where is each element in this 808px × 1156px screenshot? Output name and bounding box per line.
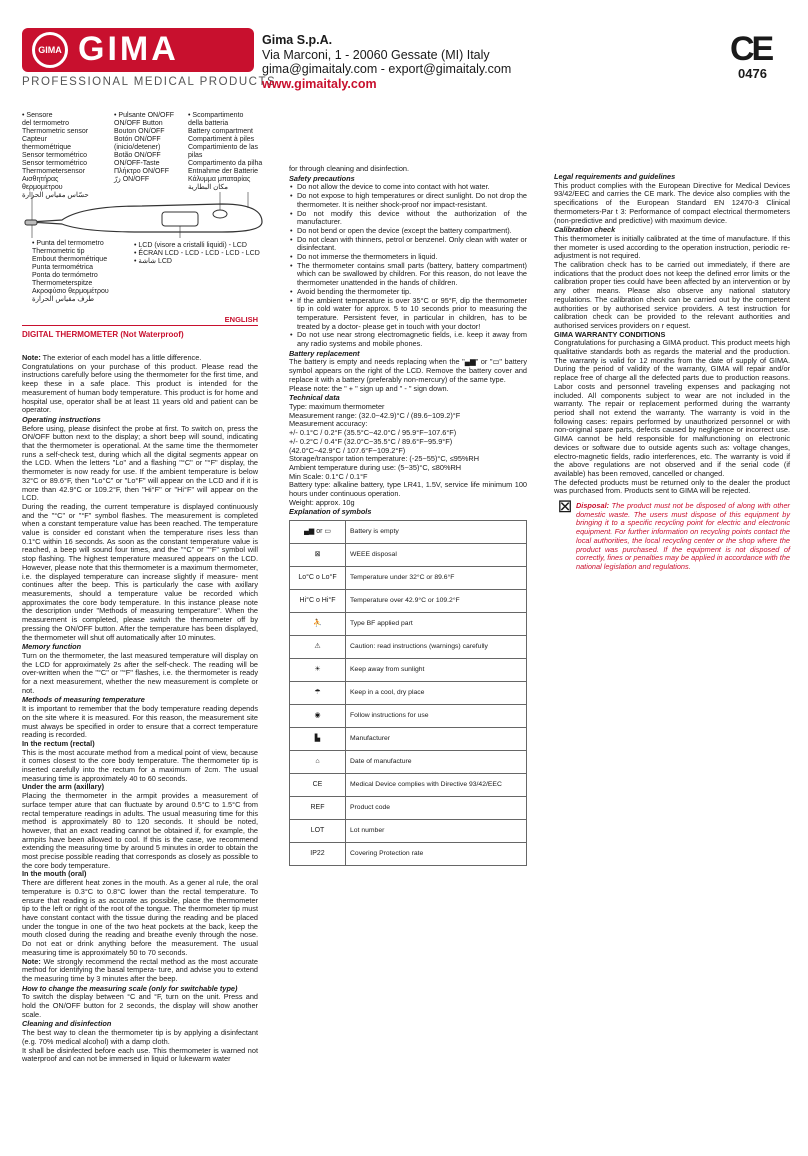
ce-mark: CE xyxy=(730,30,772,68)
sensor-label: Thermometersensor xyxy=(22,168,86,175)
symbol-label: Lot number xyxy=(346,820,527,843)
paragraph xyxy=(289,499,527,508)
section-heading: Explanation of symbols xyxy=(289,507,372,517)
section-heading: Calibration check xyxy=(554,225,616,235)
company-info xyxy=(262,33,511,91)
button-label: (inicio/detener) xyxy=(114,144,161,151)
button-label: زرّ ON/OFF xyxy=(114,176,150,183)
disposal-text xyxy=(576,502,790,572)
ce-number: 0476 xyxy=(738,66,767,81)
paragraph xyxy=(22,705,258,740)
symbol-label: Keep away from sunlight xyxy=(346,659,527,682)
bullet-item: • Do not modify this device without the authorization of the manufacturer. xyxy=(289,210,527,227)
tip-label: طرف مقياس الحرارة xyxy=(32,296,95,303)
battery-label: Compartimiento de las pilas xyxy=(188,144,259,159)
tip-labels xyxy=(32,240,142,304)
symbol-icon: ▙ xyxy=(290,728,346,751)
symbol-row xyxy=(290,774,527,797)
symbol-label: Keep in a cool, dry place xyxy=(346,682,527,705)
button-label: Πλήκτρο ON/OFF xyxy=(114,168,169,175)
thermometer-icon xyxy=(22,192,266,238)
symbol-row xyxy=(290,797,527,820)
symbol-icon: ◉ xyxy=(290,705,346,728)
logo-box xyxy=(22,28,254,72)
symbol-label: Covering Protection rate xyxy=(346,843,527,866)
symbol-row xyxy=(290,843,527,866)
logo-text: GIMA xyxy=(78,30,179,68)
tip-label: Thermometric tip xyxy=(32,248,85,255)
symbol-label: Type BF applied part xyxy=(346,613,527,636)
paragraph-text: Weight: approx. 10g xyxy=(289,497,355,507)
symbol-row xyxy=(290,613,527,636)
sensor-label: Sensor termométrico xyxy=(22,152,87,159)
paragraph-text: (42.0°C~42.9°C / 107.6°F~109.2°F) xyxy=(289,445,406,455)
paragraph xyxy=(289,385,527,394)
bullet-item: • Do not expose to high temperatures or direct sunlight. Do not drop the thermometer. It is neither shock-proof nor impact-resistant. xyxy=(289,192,527,209)
column-3 xyxy=(554,172,790,572)
paragraph-text: Turn on the thermometer, the last measured temperature will display on the LCD for approximately 2s after the self-check. The reading will be over-written when the "°C" or "°F" flashes, i.e. the thermometer is ready for a next measurement, whether the new measurement is complete or not. xyxy=(22,650,258,695)
battery-label: Entnahme der Batterie xyxy=(188,168,259,175)
subsection-heading: In the mouth (oral) xyxy=(22,869,87,879)
section-heading: Safety precautions xyxy=(289,173,355,183)
paragraph-text: Measurement range: (32.0~42.9)°C / (89.6~109.2)°F xyxy=(289,410,461,420)
bullet-item: • Do not clean with thinners, petrol or benzenel. Only clean with water or disinfectant. xyxy=(289,236,527,253)
button-label: Bouton ON/OFF xyxy=(114,128,165,135)
crossed-bin-icon: ⊠ xyxy=(557,496,573,517)
company-name: Gima S.p.A. xyxy=(262,33,333,47)
disposal-lead: Disposal: xyxy=(576,501,610,511)
section-heading: Cleaning and disinfection xyxy=(22,1019,112,1029)
document-title: DIGITAL THERMOMETER (Not Waterproof) xyxy=(22,330,184,339)
paragraph-lead: Note: xyxy=(22,353,41,362)
symbol-row xyxy=(290,705,527,728)
symbol-row xyxy=(290,820,527,843)
symbol-icon: ⛹ xyxy=(290,613,346,636)
paragraph xyxy=(22,503,258,642)
paragraph xyxy=(289,358,527,384)
divider xyxy=(22,325,258,326)
tip-label: Thermometerspitze xyxy=(32,280,93,287)
paragraph-text: To switch the display between °C and °F, turn on the unit. Press and hold the ON/OFF button for 2 seconds, the display will show another scale. xyxy=(22,992,258,1019)
paragraph xyxy=(22,879,258,957)
symbol-icon: LOT xyxy=(290,820,346,843)
button-label: Botón ON/OFF xyxy=(114,136,161,143)
symbol-icon: ▄▆ or ▭ xyxy=(290,521,346,544)
paragraph-text: It shall be disinfected before each use. This thermometer is warned not waterproof and can not be immersed in liquid or lukewarm water xyxy=(22,1045,258,1064)
paragraph-text: Please note: the " + " sign up and " - " sign down. xyxy=(289,383,449,393)
symbol-row xyxy=(290,590,527,613)
section-heading: Methods of measuring temperature xyxy=(22,695,145,705)
symbol-label: Manufacturer xyxy=(346,728,527,751)
bullet-item: • Avoid bending the thermometer tip. xyxy=(289,288,527,297)
section-heading: Battery replacement xyxy=(289,348,360,358)
bullet-item: • Do not allow the device to come into contact with hot water. xyxy=(289,183,527,192)
tip-label: • Punta del termometro xyxy=(32,240,104,247)
button-label: ON/OFF-Taste xyxy=(114,160,160,167)
bullet-item: • Do not bend or open the device (except the battery compartment). xyxy=(289,227,527,236)
paragraph-text: The exterior of each model has a little difference. xyxy=(40,353,202,362)
symbol-icon: REF xyxy=(290,797,346,820)
sensor-labels xyxy=(22,112,112,200)
sensor-label: Thermometric sensor xyxy=(22,128,89,135)
paragraph-text: Congratulations on your purchase of this product. Please read the instructions carefully before using the thermometer for the first time, and keep these in a safe place. This product is intended for the measurement of human body temperature. This product is for home and hospital use, operator shall be at least 11 years old and patient can be operator. xyxy=(22,361,258,415)
disposal-note xyxy=(554,496,790,572)
paragraph xyxy=(289,165,527,174)
logo-tagline: PROFESSIONAL MEDICAL PRODUCTS xyxy=(22,76,277,88)
paragraph-text: We strongly recommend the rectal method as the most accurate method for identifying the basal tempera- ture, and advise you to extend the measuring time by 3 minutes after the beep. xyxy=(22,956,258,983)
paragraph-text: Battery type: alkaline battery, type LR41, 1.5V, service life minimum 100 hours under continuous operation. xyxy=(289,480,527,499)
tip-label: Ponta do termómetro xyxy=(32,272,98,279)
bullet-item: • If the ambient temperature is over 35°C or 95°F, dip the thermometer tip in cold water for approx. 5 to 10 seconds prior to measuring the temperature. Persistent fever, in particular in children, has to be treated by a doctor- please get in touch with your doctor! xyxy=(289,297,527,332)
section-heading: Legal requirements and guidelines xyxy=(554,172,676,181)
section-heading: Technical data xyxy=(289,393,340,403)
symbol-icon: ☀ xyxy=(290,659,346,682)
tip-label: Punta termométrica xyxy=(32,264,94,271)
paragraph xyxy=(22,958,258,984)
sensor-label: • Sensore xyxy=(22,112,53,119)
symbol-label: Caution: read instructions (warnings) carefully xyxy=(346,636,527,659)
symbol-icon: ⊠ xyxy=(290,544,346,567)
paragraph-text: Measurement accuracy: xyxy=(289,419,368,429)
symbol-row xyxy=(290,636,527,659)
lcd-label: • شاشة LCD xyxy=(134,258,172,265)
paragraph xyxy=(22,652,258,696)
bullet-item: • Do not immerse the thermometers in liquid. xyxy=(289,253,527,262)
company-address: Via Marconi, 1 - 20060 Gessate (MI) Italy xyxy=(262,47,490,62)
sensor-label: Αισθητήρας xyxy=(22,176,59,183)
disposal-body: The product must not be disposed of along with other domestic waste. The users must dispose of this equipment by bringing it to a specific recycling point for electric and electronic equipment. For further information on recycling points contact the local authorities, the local recycling center or the shop where the product was purchased. If the equipment is not disposed of correctly, fines or penalties may be applied in accordance with the national legislation and regulations. xyxy=(576,501,790,571)
sensor-label: θερμομέτρου xyxy=(22,184,63,191)
paragraph-text: This is the most accurate method from a medical point of view, because it comes closest to the core body temperature. The thermometer tip is inserted carefully into the rectum for a maximum of 2cm. The usual measuring time is approximately 40 to 60 seconds. xyxy=(22,747,258,783)
paragraph-lead: Note: xyxy=(22,956,41,966)
paragraph-text: This product complies with the European Directive for Medical Devices 93/42/EEC and carries the CE mark. The device also complies with the specifications of the European Standard EN 12470-3 Clinical thermometers-Par t 3: Performance of compact electrical thermometers (non-predictive and predictive) with maximum device. xyxy=(554,180,790,225)
paragraph-text: This thermometer is initially calibrated at the time of manufacture. If this ther mometer is used according to the operation instruction, periodic re-adjustment is not required. xyxy=(554,233,790,261)
symbol-label: Temperature over 42.9°C or 109.2°F xyxy=(346,590,527,613)
paragraph xyxy=(22,363,258,415)
column-2-text xyxy=(289,165,527,517)
paragraph xyxy=(554,261,790,331)
battery-label: Battery compartment xyxy=(188,128,253,135)
paragraph-text: Type: maximum thermometer xyxy=(289,401,385,411)
sensor-label: حسّاس مقياس الحرارة xyxy=(22,192,89,199)
symbol-row xyxy=(290,544,527,567)
battery-label: Κάλυμμα μπαταρίας xyxy=(188,176,251,183)
battery-label: Compartimento da pilha xyxy=(188,160,263,167)
tip-label: Ακροφύσιο θερμομέτρου xyxy=(32,288,109,295)
symbol-row xyxy=(290,751,527,774)
column-1 xyxy=(22,354,258,1064)
symbols-table xyxy=(289,520,527,866)
symbol-label: Battery is empty xyxy=(346,521,527,544)
paragraph xyxy=(22,1029,258,1046)
symbol-icon: CE xyxy=(290,774,346,797)
symbol-label: Product code xyxy=(346,797,527,820)
paragraph-text: The best way to clean the thermometer tip is by applying a disinfectant (e.g. 70% medical alcohol) with a damp cloth. xyxy=(22,1028,258,1046)
paragraph-text: Before using, please disinfect the probe at first. To switch on, press the ON/OFF button next to the display; a short beep will sound, indicating that the thermometer is operational. At the same time the thermometer runs a self-check test, during which all the digital segments appear on the LCD. When the letters "Lo" and a flashing "°C" or "°F" display, the thermometer is now ready for use. If the ambient temperature is below 32°C or 89.6°F, then "Lo°C" or "Lo°F" will appear on the LCD and if it is more than 42.9°C or 109.2°F, then "Hi°F" or "Hi°F" will appear on the LCD. xyxy=(22,423,258,503)
paragraph xyxy=(22,749,258,784)
logo-badge-icon: GIMA xyxy=(32,32,68,68)
column-2 xyxy=(289,165,527,866)
battery-label: della batteria xyxy=(188,120,229,127)
symbol-icon: ☂ xyxy=(290,682,346,705)
symbol-label: Medical Device complies with Directive 93/42/EEC xyxy=(346,774,527,797)
lcd-label: • ÉCRAN LCD - LCD - LCD - LCD - LCD xyxy=(134,250,260,257)
paragraph-text: for through cleaning and disinfection. xyxy=(289,164,410,173)
paragraph xyxy=(554,235,790,261)
column-3-text xyxy=(554,173,790,496)
paragraph xyxy=(554,479,790,496)
lcd-labels xyxy=(134,242,268,266)
symbol-icon: Lo°C o Lo°F xyxy=(290,567,346,590)
battery-labels xyxy=(188,112,268,192)
symbol-icon: ⚠ xyxy=(290,636,346,659)
paragraph-text: The defected products must be returned only to the dealer the product was purchased from. Products sent to GIMA will be rejected. xyxy=(554,477,790,496)
symbol-label: Date of manufacture xyxy=(346,751,527,774)
paragraph-text: +/- 0.2°C / 0.4°F (32.0°C~35.5°C / 89.6°F~95.9°F) xyxy=(289,436,453,446)
paragraph-text: There are different heat zones in the mouth. As a gener al rule, the oral temperature is 0.3°C to 0.8°C lower than the rectal temperature. To ensure that reading is as accurate as possible, place the thermometer tip to the left or right of the root of the tongue. The thermometer tip must have constant contact with the tissue during the reading and be placed under the tongue in one of the two heat pockets at the back, keep the mouth closed during the reading and breathe evenly through the nose. Do not eat or drink anything before the measurement. The usual measuring time is approximately 50 to 70 seconds. xyxy=(22,878,258,957)
section-heading: Memory function xyxy=(22,642,82,652)
symbol-row xyxy=(290,567,527,590)
paragraph xyxy=(22,993,258,1019)
battery-label: Compartiment à piles xyxy=(188,136,255,143)
button-labels xyxy=(114,112,194,184)
sensor-label: Sensor termométrico xyxy=(22,160,87,167)
symbol-row xyxy=(290,682,527,705)
paragraph-text: It is important to remember that the body temperature reading depends on the site where it is measured. For this reason, the measurement site must always be specified in order to ensure that a correct temperature reading is recorded. xyxy=(22,704,258,740)
symbol-label: Follow instructions for use xyxy=(346,705,527,728)
symbol-icon: ⌂ xyxy=(290,751,346,774)
paragraph-text: +/- 0.1°C / 0.2°F (35.5°C~42.0°C / 95.9°F~107.6°F) xyxy=(289,428,457,438)
sensor-label: Capteur xyxy=(22,136,47,143)
paragraph xyxy=(22,792,258,870)
paragraph xyxy=(554,182,790,226)
paragraph-text: Placing the thermometer in the armpit provides a measurement of surface temper ature that can fluctuate by around 0.5°C to 1.5°C from rectal temperature readings in adults. The usual measuring time for this method is approximately 80 to 120 seconds. It should be noted, however, that an exact reading cannot be obtained if, for example, the armpits have been allowed to cool. If this is the case, we recommend extending the measuring time by around 5 minutes in order to obtain the most precise possible reading that corresponds as closely as possible to the core body temperature. xyxy=(22,791,258,870)
paragraph-text: Ambient temperature during use: (5~35)°C, ≤80%RH xyxy=(289,462,462,472)
paragraph xyxy=(22,1047,258,1064)
paragraph-text: The battery is empty and needs replacing when the "▄▆" or "▭" battery symbol appears on the right of the LCD. Remove the battery cover and replace it with a battery (preferably non-mercury) of the same type. xyxy=(289,357,527,384)
gima-logo xyxy=(22,28,277,90)
button-label: ON/OFF Button xyxy=(114,120,163,127)
company-email: gima@gimaitaly.com - export@gimaitaly.com xyxy=(262,62,512,76)
paragraph-text: Storage/transpor tation temperature: (-25~55)°C, ≤95%RH xyxy=(289,454,480,464)
symbol-icon: Hi°C o Hi°F xyxy=(290,590,346,613)
button-label: • Pulsante ON/OFF xyxy=(114,112,175,119)
section-heading: Operating instructions xyxy=(22,414,101,424)
symbol-label: WEEE disposal xyxy=(346,544,527,567)
sensor-label: thermométrique xyxy=(22,144,72,151)
paragraph-text: During the reading, the current temperature is displayed continuously and the "°C" or "°F" symbol flashes. The measurement is completed when a constant temperature value has been reached. The temperature value is consider ed constant when the temperature rises less than 0.1°C within 16 seconds. As soon as the constant temperature value is reached, a beep will sound four times, and the "°C" or "°F" symbol will stop flashing. The highest temperature measured appears on the LCD. However, please note that this thermometer is a maximum thermometer, i.e. the displayed temperature can increase slightly if measure- ment continues after the beep. This is particularly the case with axillary measurements, should a temperature value be recorded which approximates the core body temperature. In this instance please note the description under "Methods of measuring temperature". When the measurement is completed, please switch the thermometer off by pressing the ON/OFF button. After the temperature has been displayed, the thermometer will shut off automatically after 10 minutes. xyxy=(22,501,258,642)
section-heading: How to change the measuring scale (only for switchable type) xyxy=(22,983,238,993)
bullet-item: • The thermometer contains small parts (battery, battery compartment) which can be swallowed by children. For this reason, do not leave the thermometer unattended in the hands of children. xyxy=(289,262,527,288)
symbol-row xyxy=(290,728,527,751)
symbol-row xyxy=(290,659,527,682)
battery-label: • Scompartimento xyxy=(188,112,244,119)
sensor-label: del termometro xyxy=(22,120,70,127)
subsection-heading: Under the arm (axillary) xyxy=(22,782,105,792)
symbol-row xyxy=(290,521,527,544)
company-website[interactable]: www.gimaitaly.com xyxy=(262,76,377,91)
subsection-heading: GIMA WARRANTY CONDITIONS xyxy=(554,329,666,339)
lcd-label: • LCD (visore a cristalli liquidi) - LCD xyxy=(134,242,247,249)
paragraph xyxy=(289,481,527,498)
battery-label: مكان البطارية xyxy=(188,184,228,191)
paragraph-text: The calibration check has to be carried out immediately, if there are indications that the product does not keep the defined error limits or the calibration proper ties could have been affected by an intervention or by any other means. Please also observe any national statutory regulations. The calibration check can be carried out by the competent authorities or by authorised service providers. A test instruction for calibration check can be provided to the relevant authorities and authorised services providers on r equest. xyxy=(554,260,790,330)
bullet-item: • Do not use near strong electromagnetic fields, i.e. keep it away from any radio systems and mobile phones. xyxy=(289,331,527,348)
paragraph xyxy=(22,425,258,503)
paragraph xyxy=(554,339,790,478)
bullet-list xyxy=(289,183,527,348)
button-label: Botão ON/OFF xyxy=(114,152,161,159)
symbol-label: Temperature under 32°C or 89.6°F xyxy=(346,567,527,590)
subsection-heading: In the rectum (rectal) xyxy=(22,738,95,748)
paragraph-text: Min Scale: 0.1°C / 0.1°F xyxy=(289,471,368,481)
paragraph-text: Congratulations for purchasing a GIMA product. This product meets high qualitative standards both as regards the material and the production. The warranty is valid for 12 months from the date of supply of GIMA. During the period of validity of the warranty, GIMA will repair and/or replace free of charge all the defected parts due to production reasons. Labor costs and personnel traveling expenses and packaging not included. All components subject to wear are not included in the warranty. The repair or replacement performed during the warranty period shall not extend the warranty. The warranty is void in the following cases: repairs performed by unauthorized personnel or with non-original spare parts, defects caused by negligence or incorrect use. GIMA cannot be held responsible for malfunctioning on electronic devices or software due to outside agents such as: voltage changes, electro-magnetic fields, radio interferences, etc. The warranty is void if the above regulations are not observed and if the serial code (if available) has been removed, cancelled or changed. xyxy=(554,338,790,478)
language-label: ENGLISH xyxy=(224,315,258,324)
symbol-icon: IP22 xyxy=(290,843,346,866)
thermometer-diagram xyxy=(22,112,266,308)
tip-label: Embout thermométrique xyxy=(32,256,108,263)
